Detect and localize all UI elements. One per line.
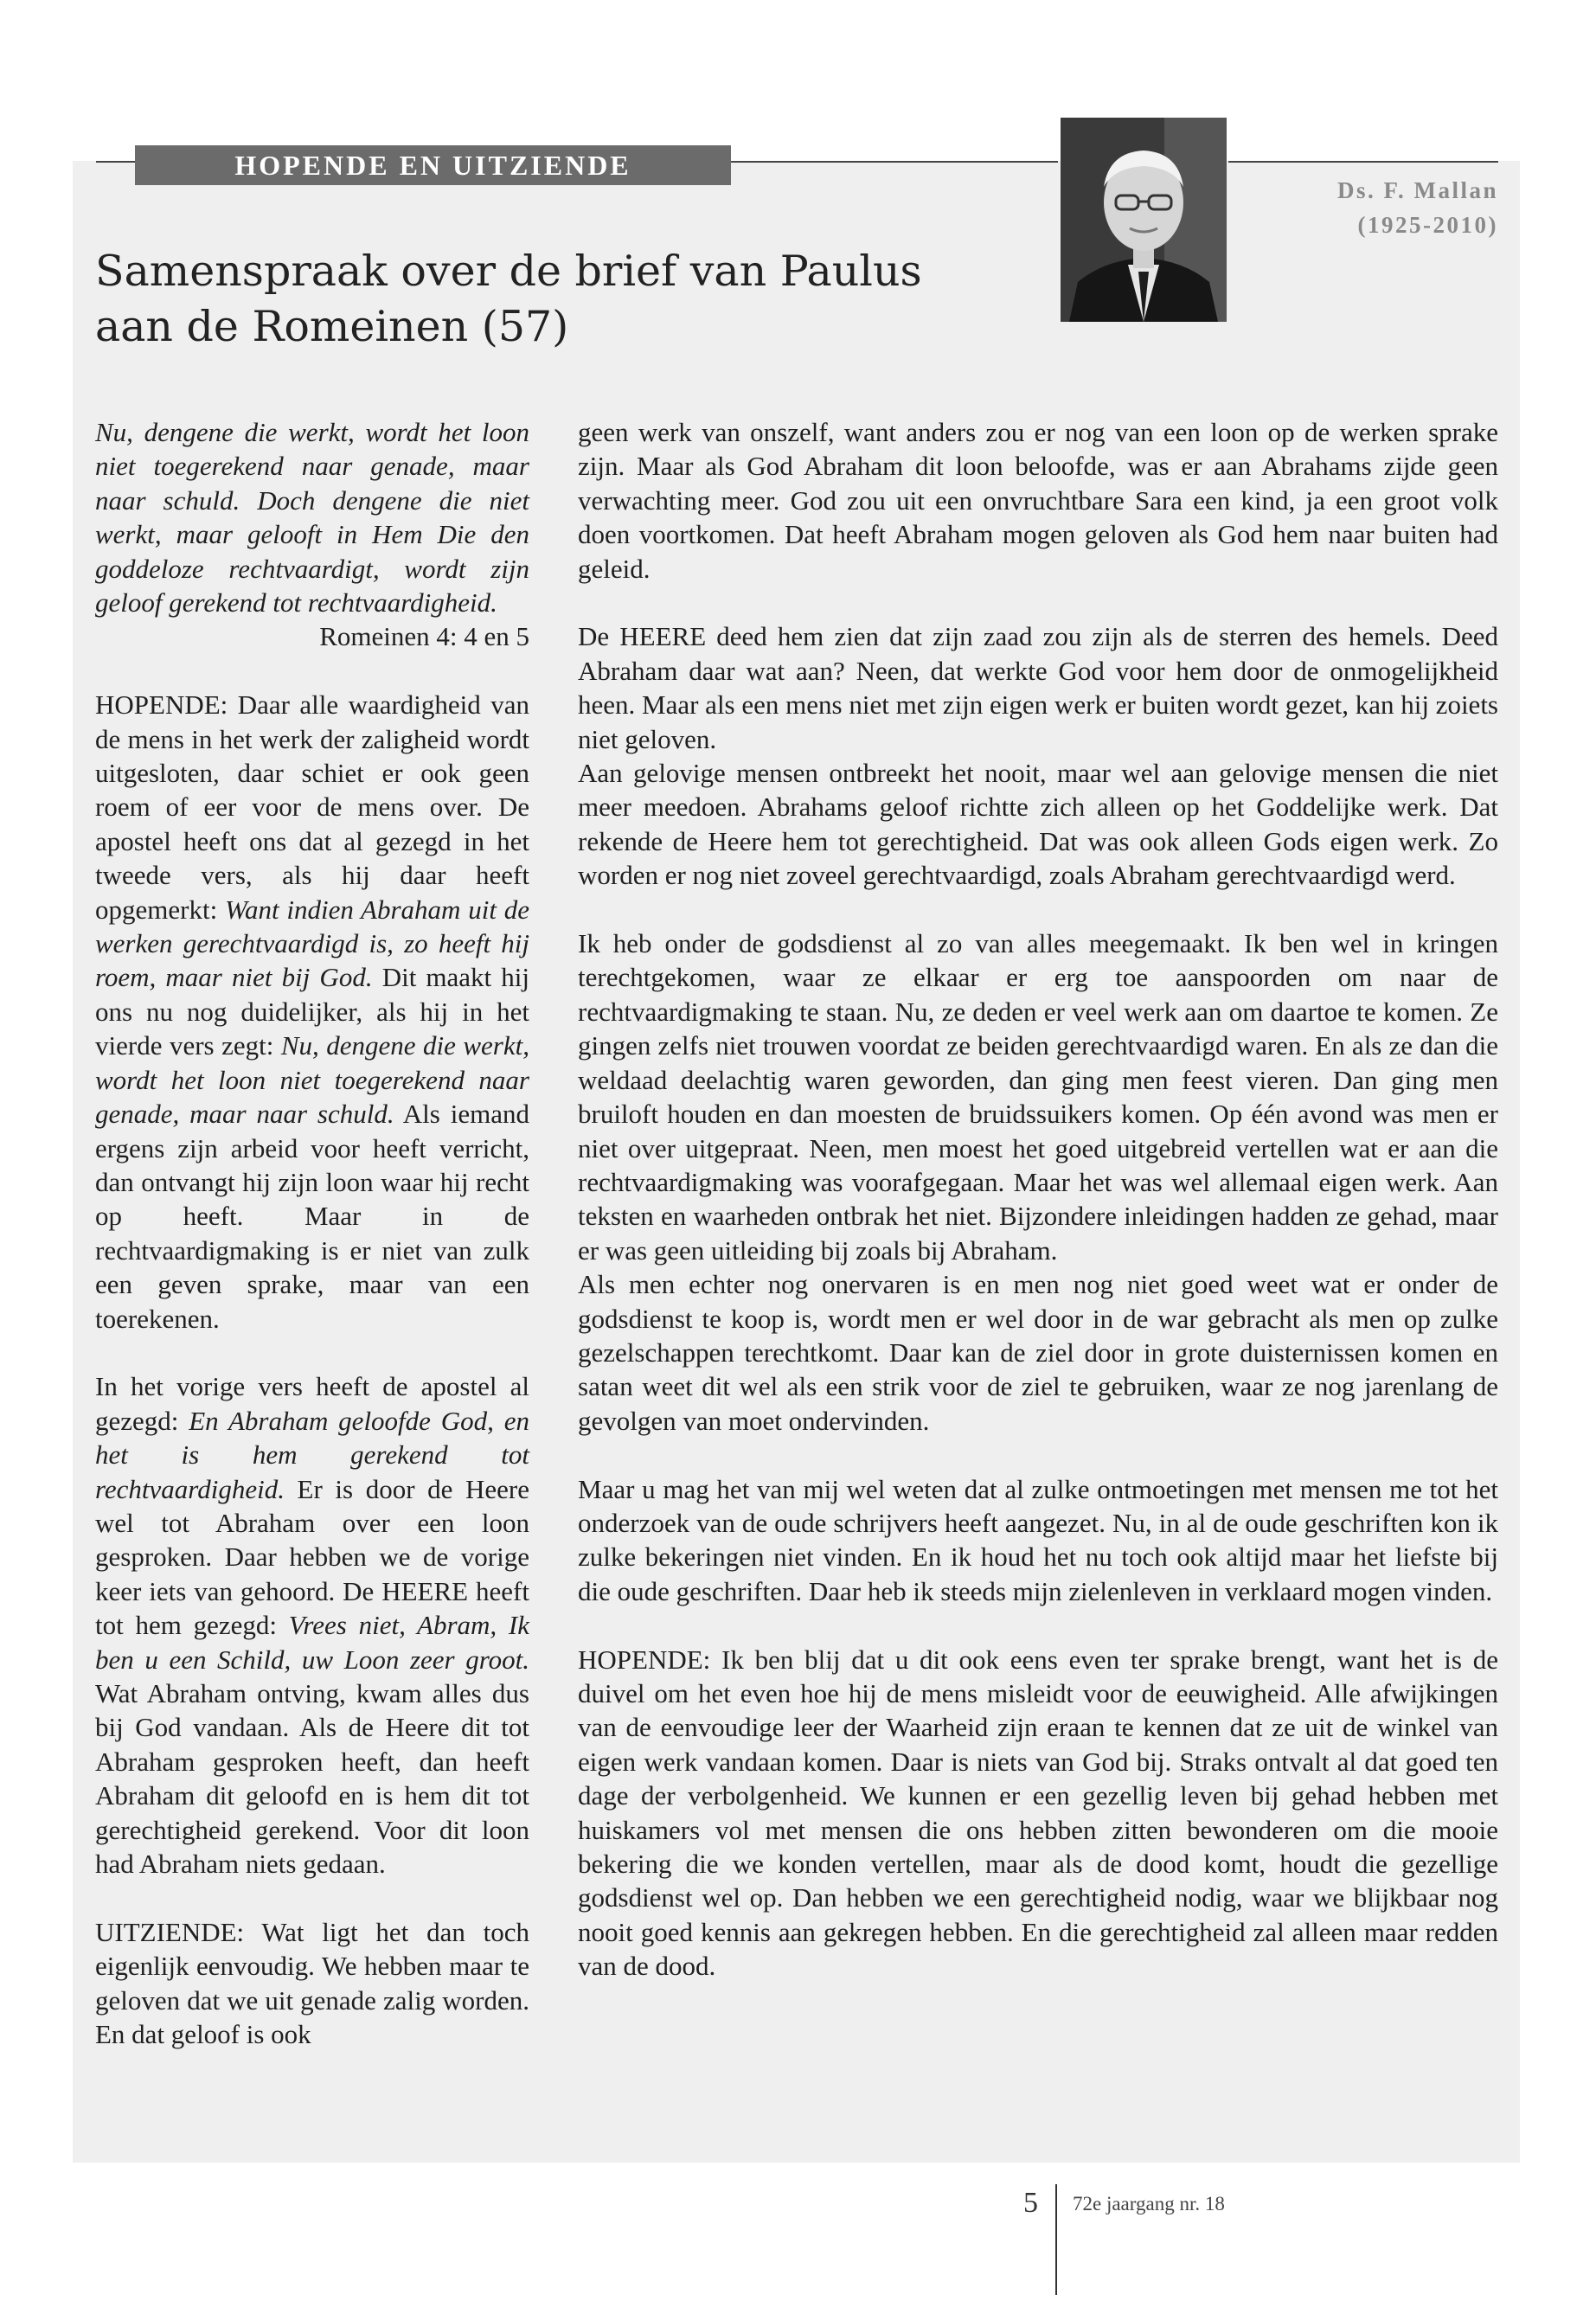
text-run: HOPENDE: Daar alle waardigheid van de mens in het werk der zaligheid wordt uitgesloten, daar schiet er ook geen roem of eer voor de mens over. De apostel heeft ons dat al gezegd in het tweede vers, als hij daar heeft opgemerkt: xyxy=(95,689,529,925)
page-number: 5 xyxy=(1023,2187,1038,2219)
text-run: Er is door de Heere wel tot Abraham over een loon gesproken. Daar hebben we de vorige keer iets van gehoord. De HEERE heeft tot hem gezegd: xyxy=(95,1473,529,1641)
paragraph: Ik heb onder de godsdienst al zo van alles meegemaakt. Ik ben wel in kringen terechtgekomen, waar ze elkaar er erg toe aanspoorden om naar de rechtvaardigmaking te staan. Nu, ze deden er veel werk aan om daartoe te komen. Ze gingen zelfs niet trouwen voordat ze beiden gerechtvaardigd waren. En als ze dan die weldaad deelachtig waren geworden, dan ging men feest vieren. Dan ging men bruiloft houden en dan moesten de bruidssuikers komen. Op één avond was men er niet over uitgepraat. Neen, men moest het goed uitgebreid vertellen wat er aan die rechtvaardigmaking was voorafgegaan. Maar het was wel allemaal eigen werk. Aan teksten en waarheden ontbrak het niet. Bijzondere inleidingen hadden ze gehad, maar er was geen uitleiding bij zoals bij Abraham. xyxy=(578,928,1498,1266)
paragraph: UITZIENDE: Wat ligt het dan toch eigenlijk eenvoudig. We hebben maar te geloven dat we uit genade zalig worden. En dat geloof is ook xyxy=(95,1916,529,2050)
paragraph: geen werk van onszelf, want anders zou er nog van een loon op de werken sprake zijn. Maar als God Abraham dit loon beloofde, was er aan Abrahams zijde geen verwachting meer. God zou uit een onvruchtbare Sara een kind, ja een groot volk doen voortkomen. Dat heeft Abraham mogen geloven als God hem naar buiten had geleid. xyxy=(578,417,1498,584)
author-name: Ds. F. Mallan xyxy=(1336,177,1498,203)
left-column xyxy=(95,415,529,2051)
issue-label: 72e jaargang nr. 18 xyxy=(1073,2193,1225,2214)
epigraph-source: Romeinen 4: 4 en 5 xyxy=(319,621,529,652)
right-column xyxy=(578,415,1498,1984)
paragraph: Als men echter nog onervaren is en men nog niet goed weet wat er onder de godsdienst te koop is, wordt men er wel door in de war gebracht als men op zulke gezelschappen terechtkomt. Daar kan de ziel door in grote duisternissen komen en satan weet dit wel als een strik voor de ziel te gebruiken, waar ze nog jarenlang de gevolgen van moet ondervinden. xyxy=(578,1269,1498,1436)
title-line-1: Samenspraak over de brief van Paulus xyxy=(95,247,922,296)
paragraph: Aan gelovige mensen ontbreekt het nooit, maar wel aan gelovige mensen die niet meer meedoen. Abrahams geloof richtte zich alleen op het Goddelijke werk. Dat rekende de Heere hem tot gerechtigheid. Dat was ook alleen Gods eigen werk. Zo worden er nog niet zoveel gerechtvaardigd, zoals Abraham gerechtvaardigd werd. xyxy=(578,758,1498,891)
footer-divider xyxy=(1055,2184,1057,2295)
rubric-label: HOPENDE EN UITZIENDE xyxy=(135,145,731,185)
quote-run: Nu, dengene die werkt, wordt het loon niet toegerekend naar genade, maar naar schuld. xyxy=(95,1030,529,1130)
paragraph: Maar u mag het van mij wel weten dat al zulke ontmoetingen met mensen me tot het onderzoek van de oude schrijvers heeft aangezet. Nu, in al de oude geschriften kon ik zulke bekeringen niet vinden. En ik houd het nu toch ook altijd maar het liefste bij die oude geschriften. Daar heb ik steeds mijn zielenleven in verklaard mogen vinden. xyxy=(578,1473,1498,1606)
author-byline xyxy=(1228,173,1498,242)
author-portrait xyxy=(1061,118,1227,322)
paragraph: De HEERE deed hem zien dat zijn zaad zou zijn als de sterren des hemels. Deed Abraham daar wat aan? Neen, dat werkte God voor hem door de onmogelijkheid heen. Maar als een mens niet met zijn eigen werk er buiten wordt gezet, kan hij zoiets niet geloven. xyxy=(578,621,1498,754)
author-portrait-photo-icon xyxy=(1061,118,1227,322)
text-run: Als iemand ergens zijn arbeid voor heeft verricht, dan ontvangt hij zijn loon waar hij recht op heeft. Maar in de rechtvaardigmaking is er niet van zulk een geven sprake, maar van een toerekenen. xyxy=(95,1099,529,1334)
text-run: Wat Abraham ontving, kwam alles dus bij God vandaan. Als de Heere dit tot Abraham gesproken heeft, dan heeft Abraham dit geloofd en is hem dit tot gerechtigheid gerekend. Voor dit loon had Abraham niets gedaan. xyxy=(95,1678,529,1880)
header-rule-right xyxy=(1228,161,1498,163)
epigraph-text: Nu, dengene die werkt, wordt het loon niet toegerekend naar genade, maar naar schuld. Doch dengene die niet werkt, maar gelooft in Hem Die den goddeloze rechtvaardigt, wordt zijn geloof gerekend tot rechtvaardigheid. xyxy=(95,417,529,619)
quote-run: Want indien Abraham uit de werken gerechtvaardigd is, zo heeft hij roem, maar niet bij God. xyxy=(95,894,529,993)
quote-run: En Abraham geloofde God, en het is hem gerekend tot rechtvaardigheid. xyxy=(95,1405,530,1504)
paragraph: HOPENDE: Ik ben blij dat u dit ook eens even ter sprake brengt, want het is de duivel om het even hoe hij de mens misleidt voor de eeuwigheid. Alle afwijkingen van de eenvoudige leer der Waarheid zijn eraan te kennen dat ze uit de winkel van eigen werk vandaan komen. Daar is niets van God bij. Straks ontvalt al dat goed ten dage der verbolgenheid. We kunnen er een gezellig leven bij gehad hebben met huiskamers vol met mensen die ons hebben zitten bewonderen om die mooie bekering die we konden vertellen, maar als de dood komt, houdt die gezellige godsdienst wel op. Dan hebben we een gerechtigheid nodig, waar we blijkbaar nog nooit goed kennis aan gekregen hebben. En die gerechtigheid zal alleen maar redden van de dood. xyxy=(578,1644,1498,1982)
paragraph xyxy=(95,1369,529,1881)
text-run: Dit maakt hij ons nu nog duidelijker, als hij in het vierde vers zegt: xyxy=(95,962,530,1061)
text-run: In het vorige vers heeft de apostel al gezegd: xyxy=(95,1371,529,1436)
paragraph xyxy=(95,688,529,1336)
title-line-2: aan de Romeinen (57) xyxy=(95,302,569,351)
epigraph xyxy=(95,415,529,619)
article-title xyxy=(95,244,1012,355)
quote-run: Vrees niet, Abram, Ik ben u een Schild, uw Loon zeer groot. xyxy=(95,1610,529,1675)
author-years: (1925-2010) xyxy=(1357,212,1498,238)
